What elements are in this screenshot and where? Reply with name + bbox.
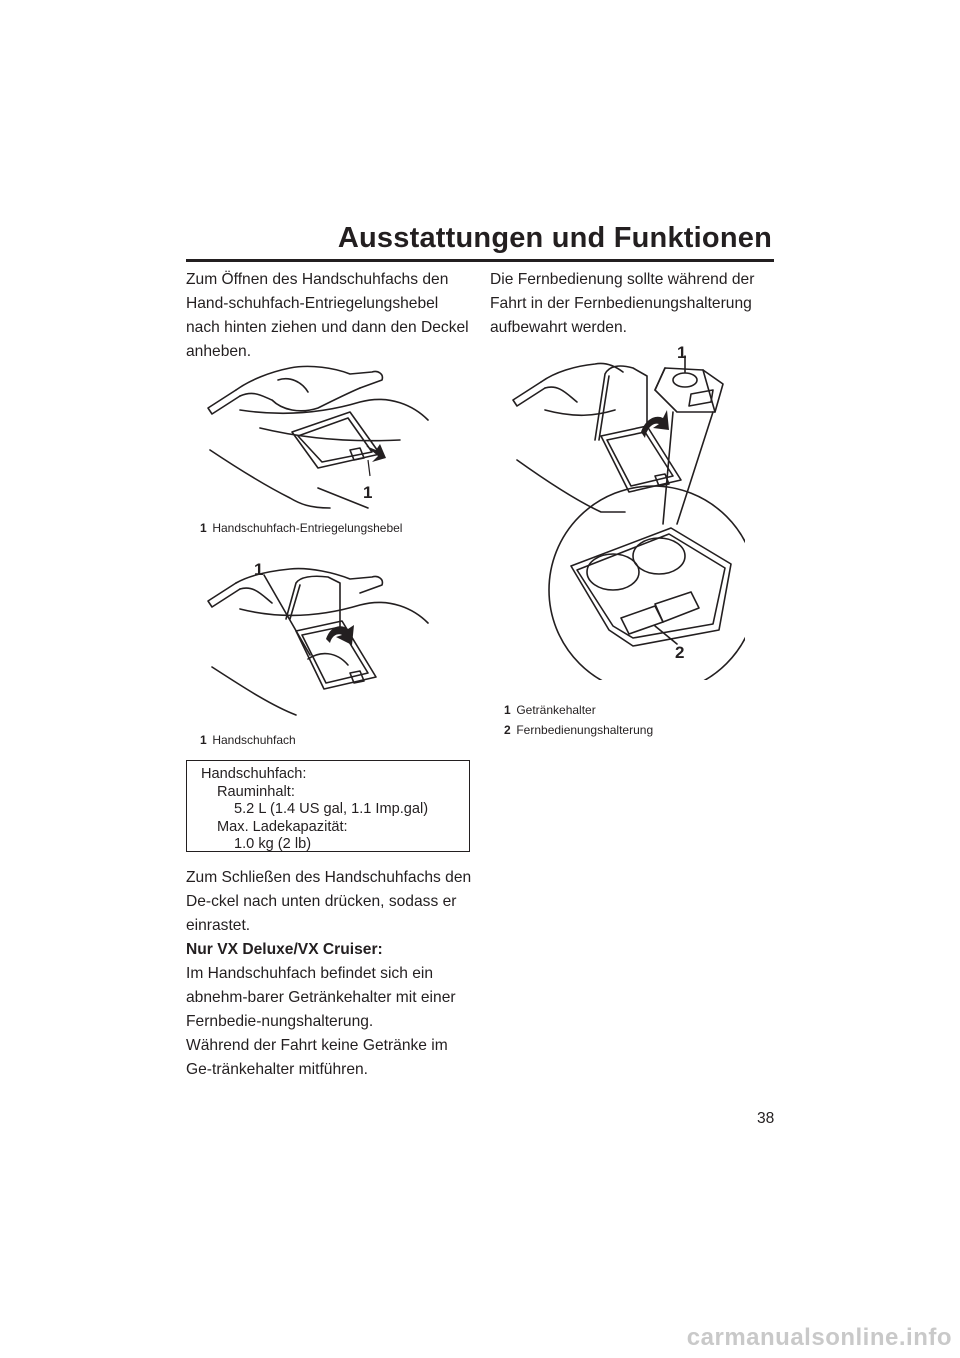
caption-text: Getränkehalter xyxy=(516,703,596,717)
right-intro-paragraph xyxy=(490,268,780,340)
release-lever-illustration xyxy=(200,350,430,520)
glove-box-open-illustration xyxy=(200,555,430,725)
arrow-up-icon xyxy=(326,625,354,645)
callout-1: 1 xyxy=(363,483,373,502)
callout-1: 1 xyxy=(254,560,264,579)
figure3-caption-1 xyxy=(504,700,596,720)
header-divider xyxy=(186,259,774,262)
figure-glove-box-open xyxy=(200,555,430,725)
figure1-caption xyxy=(200,518,402,538)
caption-text: Handschuhfach xyxy=(212,733,296,747)
caption-number: 1 xyxy=(504,703,511,717)
drink-holder-illustration xyxy=(505,340,745,680)
spec-capacity-value: 5.2 L (1.4 US gal, 1.1 Imp.gal) xyxy=(234,801,429,817)
caption-text: Fernbedienungshalterung xyxy=(516,723,654,737)
watermark: carmanualsonline.info xyxy=(686,1324,952,1351)
page-number: 38 xyxy=(757,1110,775,1127)
caption-number: 2 xyxy=(504,723,511,737)
right-intro-text: Die Fernbedienung sollte während der Fahrt in der Fernbedienungshalterung aufbewahrt werden. xyxy=(490,271,755,336)
caption-text: Handschuhfach-Entriegelungshebel xyxy=(212,521,403,535)
warning-text: Während der Fahrt keine Getränke im Ge-tränkehalter mitführen. xyxy=(186,1037,448,1078)
spec-load-label: Max. Ladekapazität: xyxy=(217,818,348,835)
intro-text: Zum Öffnen des Handschuhfachs den Hand-schuhfach-Entriegelungshebel nach hinten ziehen und dann den Deckel anheben. xyxy=(186,271,469,360)
models-text: Im Handschuhfach befindet sich ein abnehm-barer Getränkehalter mit einer Fernbedie-nungshalterung. xyxy=(186,965,456,1030)
figure-drink-holder xyxy=(505,340,745,680)
caption-number: 1 xyxy=(200,733,207,747)
models-heading: Nur VX Deluxe/VX Cruiser: xyxy=(186,941,383,958)
spec-heading: Handschuhfach: xyxy=(201,766,307,782)
callout-2: 2 xyxy=(675,643,685,662)
arrow-up-icon xyxy=(641,410,669,438)
spec-capacity-label: Rauminhalt: xyxy=(217,783,295,800)
figure-release-lever xyxy=(200,350,430,520)
figure2-caption xyxy=(200,730,296,750)
caption-number: 1 xyxy=(200,521,207,535)
spec-load-value: 1.0 kg (2 lb) xyxy=(234,836,312,852)
figure3-caption-2 xyxy=(504,720,653,740)
callout-1: 1 xyxy=(677,343,687,362)
spec-box xyxy=(186,760,470,852)
closing-section xyxy=(186,866,476,1082)
page-title: Ausstattungen und Funktionen xyxy=(337,222,772,254)
close-text: Zum Schließen des Handschuhfachs den De-ckel nach unten drücken, sodass er einrastet. xyxy=(186,869,472,934)
